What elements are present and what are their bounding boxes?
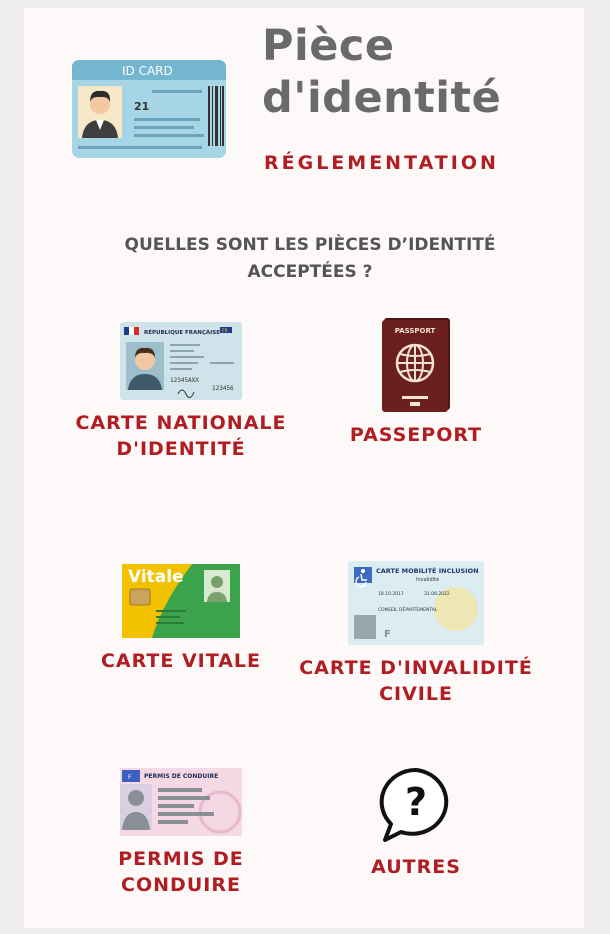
doc-passeport[interactable] <box>291 316 541 448</box>
cni-code: FR <box>222 329 228 334</box>
cni-number-2: 123456 <box>212 385 234 392</box>
cmi-date-1: 18.10.2017 <box>378 592 404 597</box>
passport-cover-text: PASSPORT <box>394 327 436 335</box>
carte-vitale-icon <box>122 564 240 638</box>
doc-carte-nationale[interactable] <box>56 322 306 462</box>
section-question: QUELLES SONT LES PIÈCES D’IDENTITÉ ACCEPTÉES ? <box>124 235 496 282</box>
doc-label-carte-nationale: CARTE NATIONALE D'IDENTITÉ <box>75 412 287 460</box>
question-mark: ? <box>404 780 428 824</box>
cmi-dept-text: CONSEIL DÉPARTEMENTAL <box>378 608 438 613</box>
licence-header-text: PERMIS DE CONDUIRE <box>144 773 219 780</box>
doc-label-autres: AUTRES <box>371 856 461 878</box>
doc-permis-conduire[interactable] <box>56 768 306 898</box>
doc-label-permis-conduire: PERMIS DE CONDUIRE <box>118 848 244 896</box>
licence-code: F <box>128 774 132 781</box>
cmi-date-2: 31.08.2022 <box>424 592 450 597</box>
invalidity-card-icon <box>348 561 484 645</box>
page-subtitle: RÉGLEMENTATION <box>264 152 499 174</box>
doc-label-carte-vitale: CARTE VITALE <box>100 650 262 672</box>
question-bubble-icon <box>377 766 455 844</box>
page-title: Pièce d'identité <box>262 21 502 123</box>
doc-carte-vitale[interactable] <box>56 564 306 674</box>
driving-licence-icon <box>120 768 242 836</box>
doc-label-passeport: PASSEPORT <box>349 424 483 446</box>
passport-icon <box>380 316 452 412</box>
cmi-header-text: CARTE MOBILITÉ INCLUSION <box>376 567 479 575</box>
cmi-type-text: Invalidité <box>416 577 440 583</box>
cni-number: 12345AXX <box>170 377 199 384</box>
id-card-label: ID CARD <box>122 64 173 78</box>
national-id-card-icon <box>120 322 242 400</box>
id-card-number: 21 <box>134 100 150 113</box>
doc-label-carte-invalidite: CARTE D'INVALIDITÉ CIVILE <box>299 657 533 705</box>
vitale-brand-text: Vitale <box>128 567 184 587</box>
doc-carte-invalidite[interactable] <box>291 561 541 707</box>
cmi-code: F <box>384 629 391 640</box>
cni-header-text: RÉPUBLIQUE FRANÇAISE <box>144 330 220 336</box>
doc-autres[interactable] <box>291 766 541 880</box>
id-card-icon <box>72 60 226 158</box>
